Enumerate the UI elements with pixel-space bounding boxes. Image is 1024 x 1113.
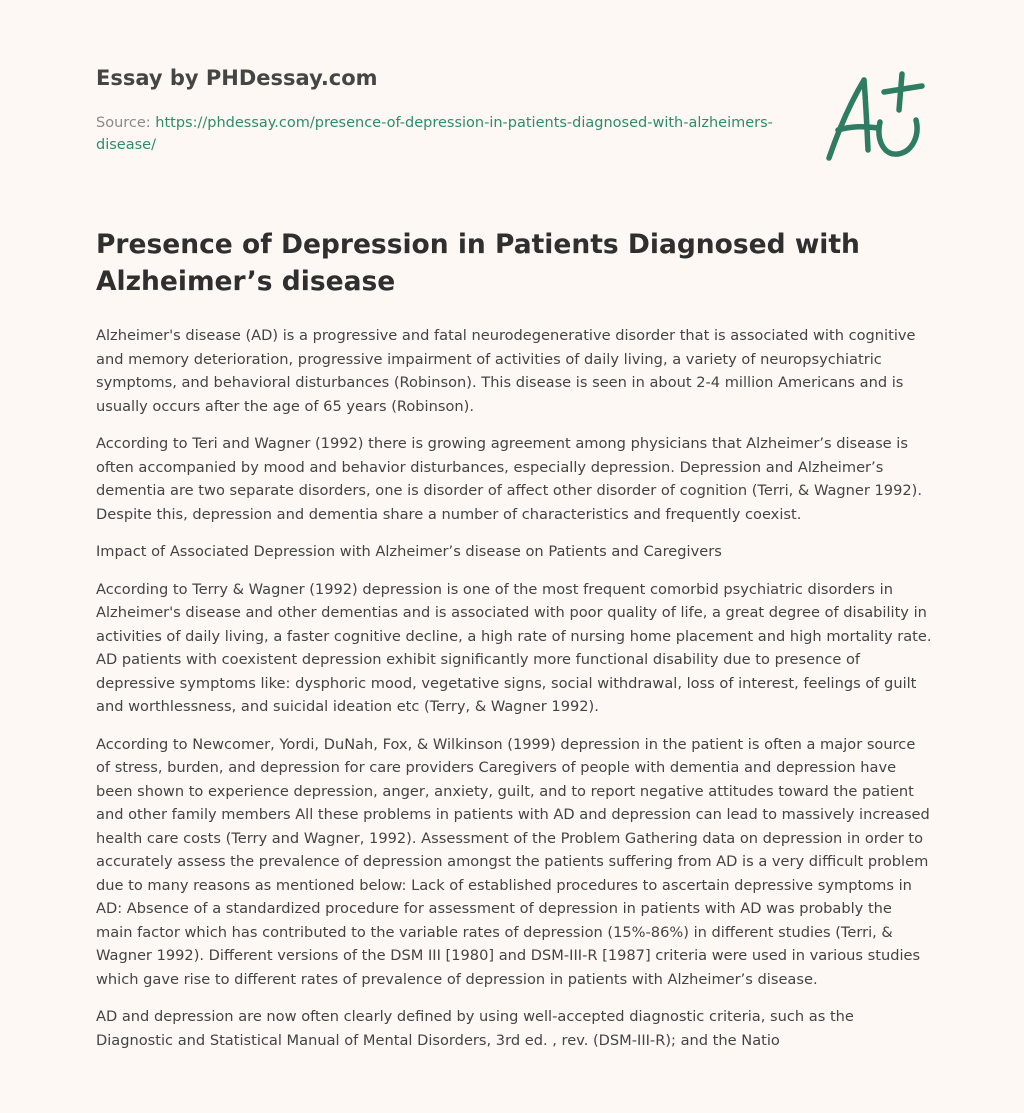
brand-title: Essay by PHDessay.com xyxy=(96,66,378,90)
paragraph: According to Teri and Wagner (1992) there is growing agreement among physicians that Alzheimer’s disease is often accompanied by mood and behavior disturbances, especially depression. Depression and Alzheimer’s dementia are two separate disorders, one is disorder of affect other disorder of cognition (Terri, & Wagner 1992). Despite this, depression and dementia share a number of characteristics and frequently coexist. xyxy=(96,435,922,523)
article-title: Presence of Depression in Patients Diagnosed with Alzheimer’s disease xyxy=(96,229,860,297)
article-body xyxy=(96,324,932,1066)
a-plus-logo-icon xyxy=(822,66,930,166)
source-link[interactable]: https://phdessay.com/presence-of-depression-in-patients-diagnosed-with-alzheimers-disease/ xyxy=(96,115,773,153)
paragraph: According to Terry & Wagner (1992) depression is one of the most frequent comorbid psychiatric disorders in Alzheimer's disease and other dementias and is associated with poor quality of life, a great degree of disability in activities of daily living, a faster cognitive decline, a high rate of nursing home placement and high mortality rate. AD patients with coexistent depression exhibit significantly more functional disability due to presence of depressive symptoms like: dysphoric mood, vegetative signs, social withdrawal, loss of interest, feelings of guilt and worthlessness, and suicidal ideation etc (Terry, & Wagner 1992). xyxy=(96,580,932,715)
section-heading: Impact of Associated Depression with Alzheimer’s disease on Patients and Caregivers xyxy=(96,543,722,560)
paragraph: Alzheimer's disease (AD) is a progressive and fatal neurodegenerative disorder that is associated with cognitive and memory deterioration, progressive impairment of activities of daily living, a variety of neuropsychiatric symptoms, and behavioral disturbances (Robinson). This disease is seen in about 2-4 million Americans and is usually occurs after the age of 65 years (Robinson). xyxy=(96,327,916,415)
source-line xyxy=(96,112,796,156)
source-label: Source: xyxy=(96,115,151,131)
page-header xyxy=(96,64,796,156)
paragraph: According to Newcomer, Yordi, DuNah, Fox, & Wilkinson (1999) depression in the patient is often a major source of stress, burden, and depression for care providers Caregivers of people with dementia and depression have been shown to experience depression, anger, anxiety, guilt, and to report negative attitudes toward the patient and other family members All these problems in patients with AD and depression can lead to massively increased health care costs (Terry and Wagner, 1992). Assessment of the Problem Gathering data on depression in order to accurately assess the prevalence of depression amongst the patients suffering from AD is a very difficult problem due to many reasons as mentioned below: Lack of established procedures to ascertain depressive symptoms in AD: Absence of a standardized procedure for assessment of depression in patients with AD was probably the main factor which has contributed to the variable rates of depression (15%-86%) in different studies (Terri, & Wagner 1992). Different versions of the DSM III [1980] and DSM-III-R [1987] criteria were used in various studies which gave rise to different rates of prevalence of depression in patients with Alzheimer’s disease. xyxy=(96,735,930,988)
paragraph: AD and depression are now often clearly defined by using well-accepted diagnostic criteria, such as the Diagnostic and Statistical Manual of Mental Disorders, 3rd ed. , rev. (DSM-III-R); and the Natio xyxy=(96,1008,854,1049)
